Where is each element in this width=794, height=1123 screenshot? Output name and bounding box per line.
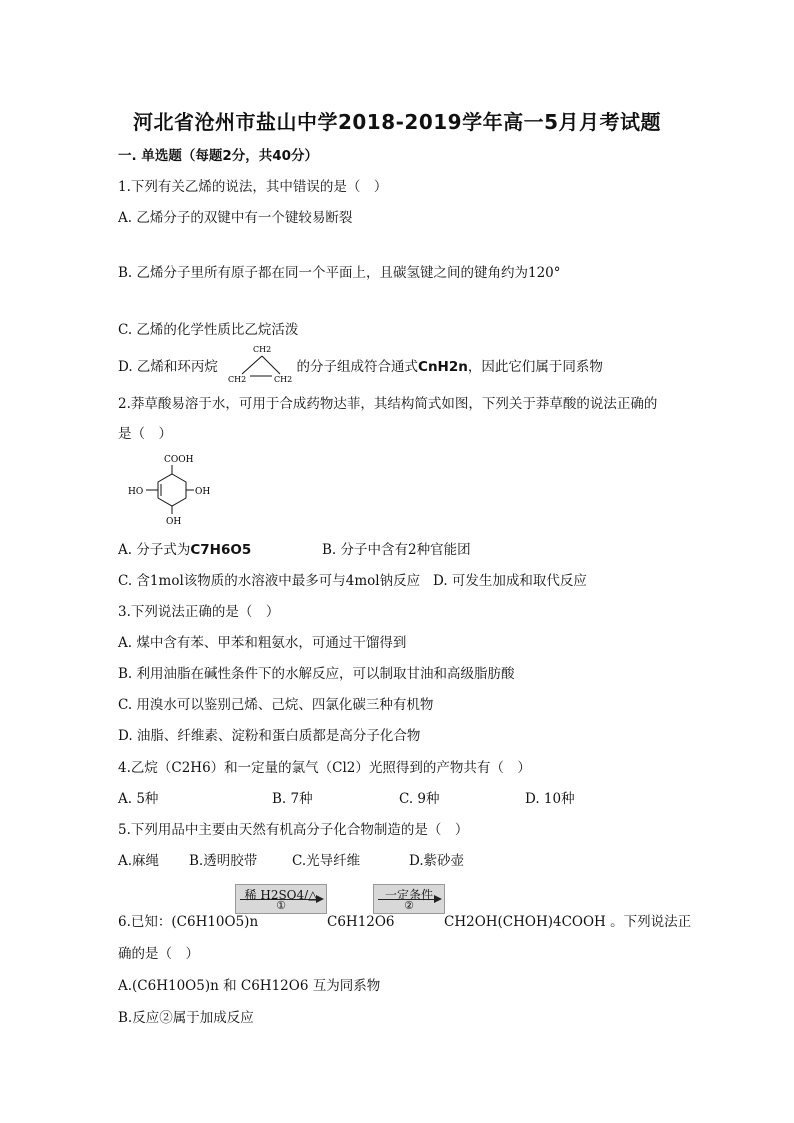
- q5-option-c: C.光导纤维: [292, 853, 361, 869]
- q2-option-cd: [118, 571, 587, 591]
- molecular-formula: C7H6O5: [190, 542, 252, 558]
- q3-option-b: B. 利用油脂在碱性条件下的水解反应，可以制取甘油和高级脂肪酸: [118, 666, 515, 682]
- q5-option-d: D.紫砂壶: [409, 853, 465, 869]
- q6-option-b: B.反应②属于加成反应: [118, 1010, 254, 1026]
- q6-stem-line2: 确的是（ ）: [118, 946, 199, 962]
- q1-option-c: C. 乙烯的化学性质比乙烷活泼: [118, 322, 299, 338]
- ring-top-label: CH2: [253, 345, 272, 354]
- q5-stem: 5.下列用品中主要由天然有机高分子化合物制造的是（ ）: [118, 822, 469, 838]
- q3-option-a: A. 煤中含有苯、甲苯和粗氨水，可通过干馏得到: [118, 635, 407, 651]
- q2-option-d: D. 可发生加成和取代反应: [432, 573, 587, 589]
- q3-option-d: D. 油脂、纤维素、淀粉和蛋白质都是高分子化合物: [118, 728, 421, 744]
- q6-intermediate: C6H12O6: [327, 914, 395, 930]
- reaction-arrow-1-label: 稀 H2SO4/△: [244, 888, 318, 902]
- section-heading: 一. 单选题（每题2分，共40分）: [118, 148, 319, 164]
- q4-option-d: D. 10种: [525, 791, 575, 807]
- q2-option-b: B. 分子中含有2种官能团: [322, 542, 471, 558]
- q4-stem: 4.乙烷（C2H6）和一定量的氯气（Cl2）光照得到的产物共有（ ）: [118, 760, 531, 776]
- ring-right-label: CH2: [274, 375, 293, 384]
- general-formula: CnH2n: [418, 359, 468, 375]
- reaction-arrow-2-number: ②: [404, 899, 414, 912]
- q1-option-b: B. 乙烯分子里所有原子都在同一个平面上，且碳氢键之间的键角约为120°: [118, 265, 561, 281]
- q6-option-a: A.(C6H10O5)n 和 C6H12O6 互为同系物: [118, 978, 381, 994]
- q5-option-a: A.麻绳: [118, 853, 160, 869]
- q1-option-d-mid: 的分子组成符合通式: [296, 359, 419, 375]
- reaction-arrow-1: [235, 884, 327, 914]
- page-title: 河北省沧州市盐山中学2018-2019学年高一5月月考试题: [132, 110, 662, 134]
- shikimic-acid-structure: [124, 450, 214, 532]
- q6-stem-post: CH2OH(CHOH)4COOH 。下列说法正: [444, 914, 692, 930]
- q2-option-a: [118, 540, 251, 560]
- q4-option-c: C. 9种: [399, 791, 440, 807]
- q2-stem-line2: 是（ ）: [118, 426, 172, 442]
- ring-left-label: CH2: [228, 375, 247, 384]
- q3-stem: 3.下列说法正确的是（ ）: [118, 604, 280, 620]
- q2-stem-line1: 2.莽草酸易溶于水，可用于合成药物达菲，其结构简式如图，下列关于莽草酸的说法正确的: [118, 396, 658, 412]
- q1-stem: 1.下列有关乙烯的说法，其中错误的是（ ）: [118, 179, 388, 195]
- q1-option-d-post: ，因此它们属于同系物: [467, 359, 603, 375]
- reaction-arrow-2: [373, 884, 445, 914]
- q6-stem-pre: 6.已知：(C6H10O5)n: [118, 914, 259, 930]
- q1-option-d-pre: D. 乙烯和环丙烷: [118, 359, 218, 375]
- q3-option-c: C. 用溴水可以鉴别己烯、己烷、四氯化碳三种有机物: [118, 697, 434, 713]
- reaction-arrow-1-number: ①: [276, 899, 286, 912]
- struct-oh-right-label: OH: [195, 487, 211, 497]
- q1-option-d: [118, 357, 603, 377]
- cyclopropane-structure: [226, 342, 298, 386]
- q5-option-b: B.透明胶带: [189, 853, 258, 869]
- struct-ho-label: HO: [128, 487, 144, 497]
- struct-cooh-label: COOH: [164, 455, 194, 465]
- q2-option-c: C. 含1mol该物质的水溶液中最多可与4mol钠反应: [118, 573, 421, 589]
- q4-option-a: A. 5种: [118, 791, 159, 807]
- q1-option-a: A. 乙烯分子的双键中有一个键较易断裂: [118, 210, 353, 226]
- reaction-arrow-2-label: 一定条件: [384, 888, 433, 902]
- q2-option-a-pre: A. 分子式为: [118, 542, 191, 558]
- q4-option-b: B. 7种: [272, 791, 313, 807]
- struct-oh-bottom-label: OH: [166, 517, 182, 527]
